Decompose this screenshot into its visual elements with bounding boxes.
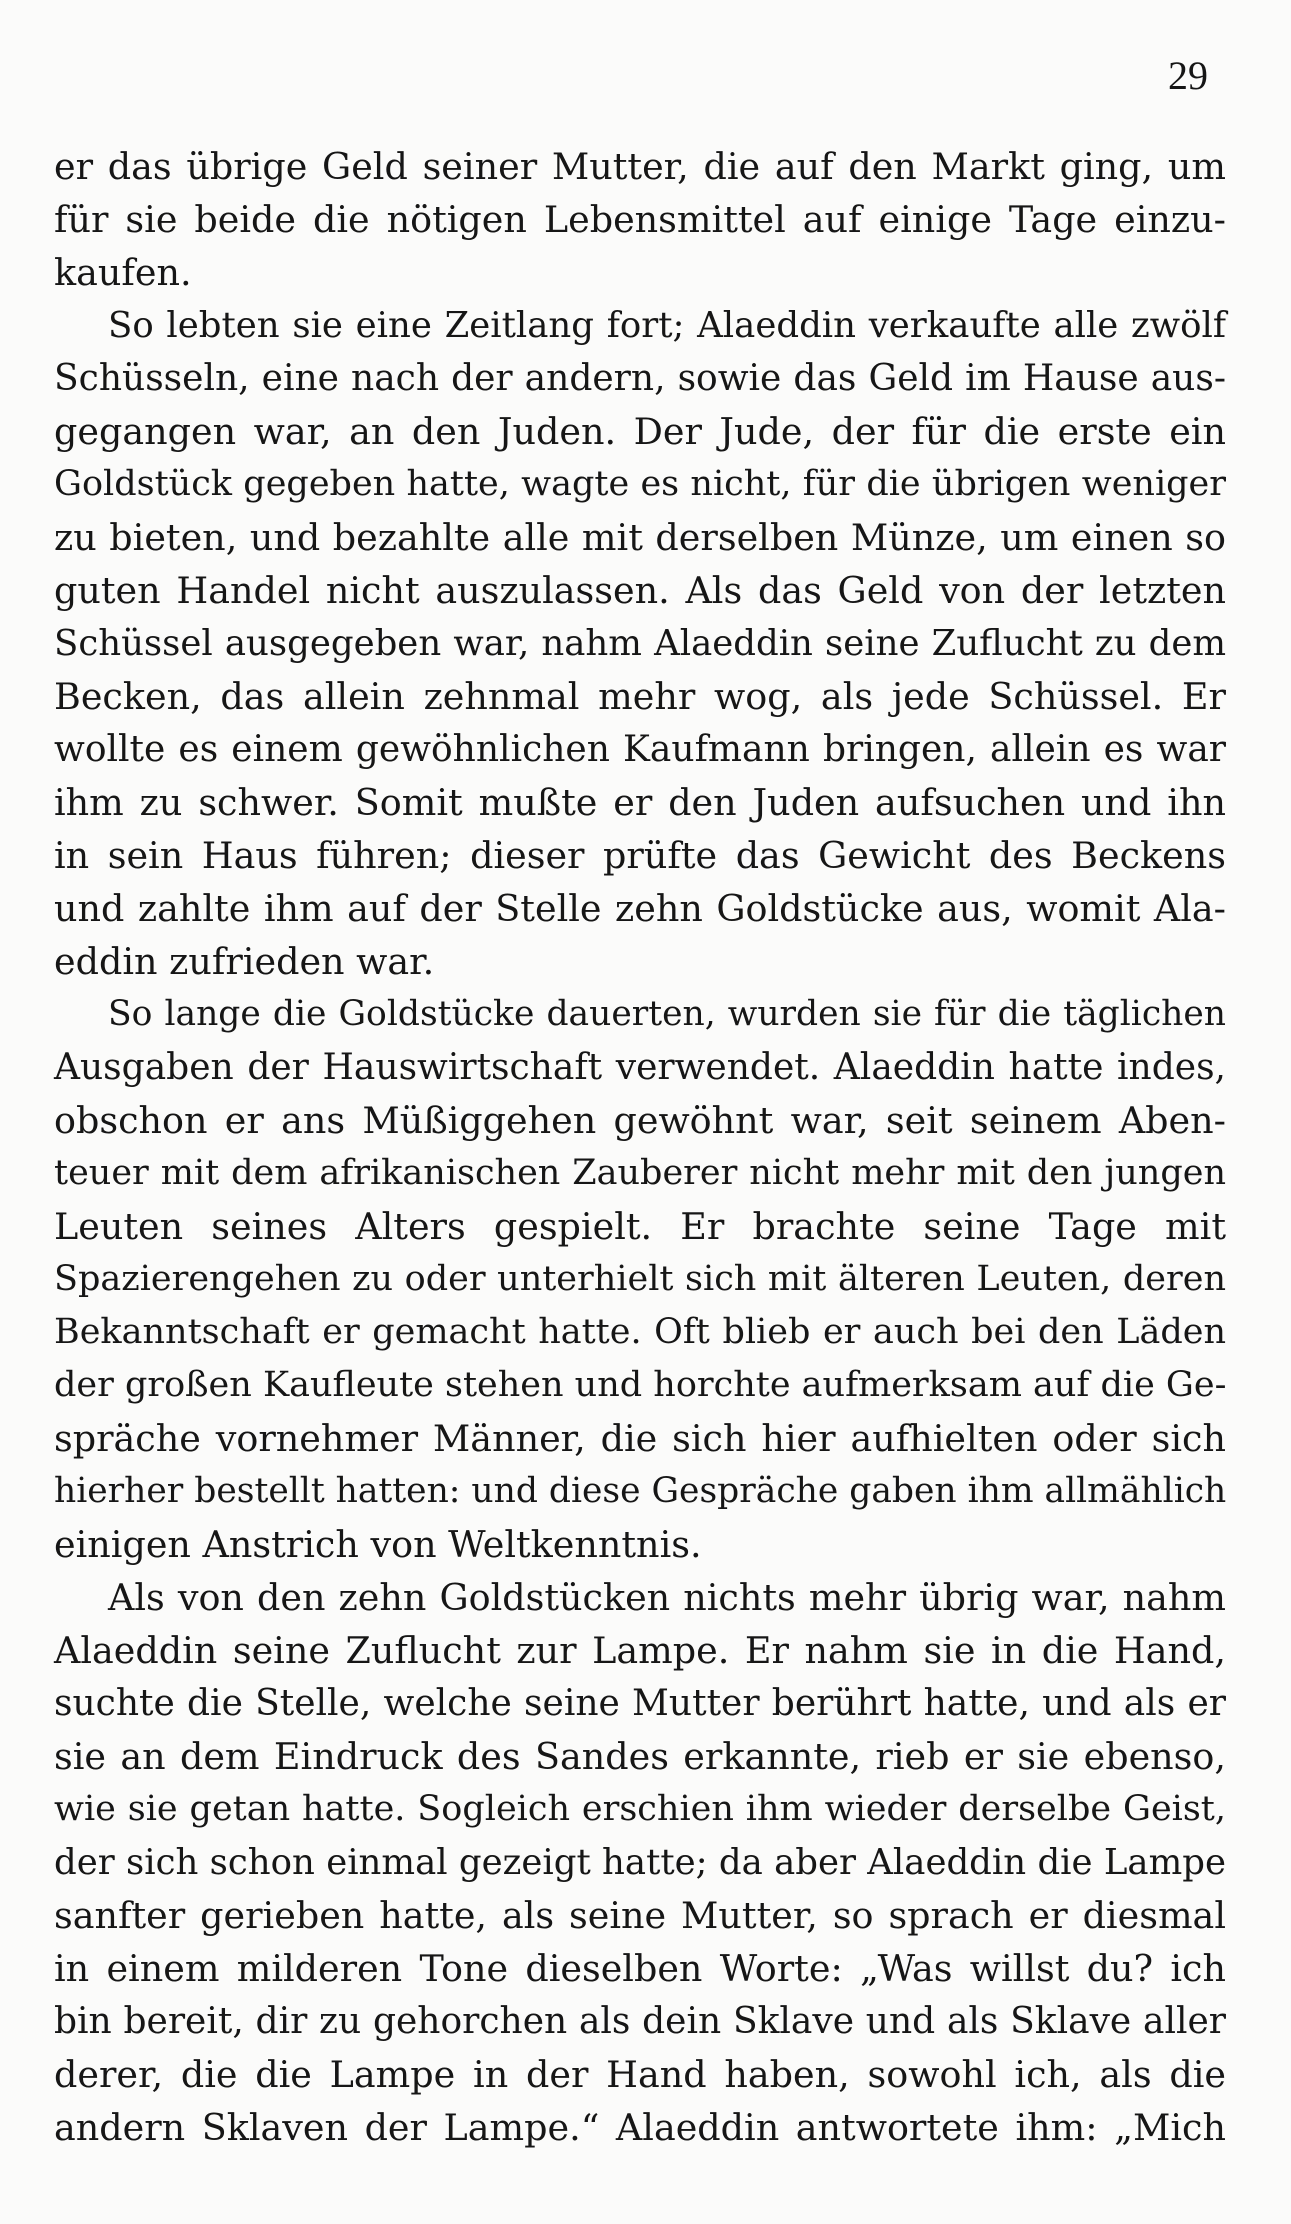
- text-line: So lebten sie eine Zeitlang fort; Alaeddin verkaufte alle zwölf: [108, 305, 1226, 346]
- text-line: gegangen war, an den Juden. Der Jude, der für die erste ein: [54, 410, 1226, 453]
- text-line: Alaeddin seine Zuflucht zur Lampe. Er nahm sie in die Hand,: [54, 1629, 1226, 1672]
- text-line: für sie beide die nötigen Lebensmittel auf einige Tage einzu-: [54, 198, 1226, 241]
- text-line: Goldstück gegeben hatte, wagte es nicht, für die übrigen weniger: [54, 464, 1226, 504]
- text-line: der großen Kaufleute stehen und horchte aufmerksam auf die Ge-: [54, 1365, 1227, 1405]
- page-number: 29: [1168, 53, 1208, 98]
- text-line: Als von den zehn Goldstücken nichts mehr übrig war, nahm: [108, 1576, 1226, 1619]
- text-line: Spazierengehen zu oder unterhielt sich mit älteren Leuten, deren: [54, 1259, 1226, 1299]
- text-line: eddin zufrieden war.: [54, 940, 435, 983]
- text-line: Ausgaben der Hauswirtschaft verwendet. Alaeddin hatte indes,: [54, 1047, 1226, 1088]
- text-line: guten Handel nicht auszulassen. Als das Geld von der letzten: [54, 569, 1226, 612]
- text-line: derer, die die Lampe in der Hand haben, sowohl ich, als die: [54, 2053, 1226, 2096]
- text-line: spräche vornehmer Männer, die sich hier aufhielten oder sich: [54, 1417, 1226, 1460]
- text-line: einigen Anstrich von Weltkenntnis.: [54, 1523, 702, 1566]
- text-line: obschon er ans Müßiggehen gewöhnt war, seit seinem Aben-: [54, 1099, 1226, 1142]
- text-line: hierher bestellt hatten: und diese Gespräche gaben ihm allmählich: [54, 1471, 1227, 1511]
- text-line: Becken, das allein zehnmal mehr wog, als jede Schüssel. Er: [54, 675, 1226, 718]
- text-line: sie an dem Eindruck des Sandes erkannte, rieb er sie ebenso,: [54, 1735, 1226, 1778]
- text-line: Schüsseln, eine nach der andern, sowie das Geld im Hause aus-: [54, 358, 1226, 399]
- text-line: teuer mit dem afrikanischen Zauberer nicht mehr mit den jungen: [54, 1153, 1226, 1193]
- text-line: ihm zu schwer. Somit mußte er den Juden aufsuchen und ihn: [54, 781, 1226, 824]
- text-line: kaufen.: [54, 251, 192, 294]
- text-line: in sein Haus führen; dieser prüfte das Gewicht des Beckens: [54, 834, 1226, 877]
- text-line: Schüssel ausgegeben war, nahm Alaeddin seine Zuflucht zu dem: [54, 623, 1226, 664]
- text-line: suchte die Stelle, welche seine Mutter berührt hatte, und als er: [54, 1683, 1226, 1724]
- text-line: bin bereit, dir zu gehorchen als dein Sklave und als Sklave aller: [54, 2001, 1226, 2042]
- body-text: [54, 140, 1226, 2154]
- text-line: zu bieten, und bezahlte alle mit derselben Münze, um einen so: [54, 516, 1226, 559]
- text-line: wollte es einem gewöhnlichen Kaufmann bringen, allein es war: [54, 729, 1226, 770]
- text-line: sanfter gerieben hatte, als seine Mutter, so sprach er diesmal: [54, 1894, 1226, 1937]
- text-line: So lange die Goldstücke dauerten, wurden sie für die täglichen: [108, 994, 1226, 1034]
- text-line: wie sie getan hatte. Sogleich erschien ihm wieder derselbe Geist,: [54, 1789, 1226, 1829]
- text-line: der sich schon einmal gezeigt hatte; da aber Alaeddin die Lampe: [54, 1842, 1226, 1883]
- text-line: er das übrige Geld seiner Mutter, die auf den Markt ging, um: [54, 145, 1226, 188]
- text-line: andern Sklaven der Lampe.“ Alaeddin antwortete ihm: „Mich: [54, 2106, 1226, 2149]
- text-line: in einem milderen Tone dieselben Worte: „Was willst du? ich: [54, 1947, 1226, 1990]
- text-line: und zahlte ihm auf der Stelle zehn Goldstücke aus, womit Ala-: [54, 887, 1226, 930]
- text-line: Leuten seines Alters gespielt. Er brachte seine Tage mit: [54, 1205, 1226, 1248]
- text-line: Bekanntschaft er gemacht hatte. Oft blieb er auch bei den Läden: [54, 1312, 1226, 1352]
